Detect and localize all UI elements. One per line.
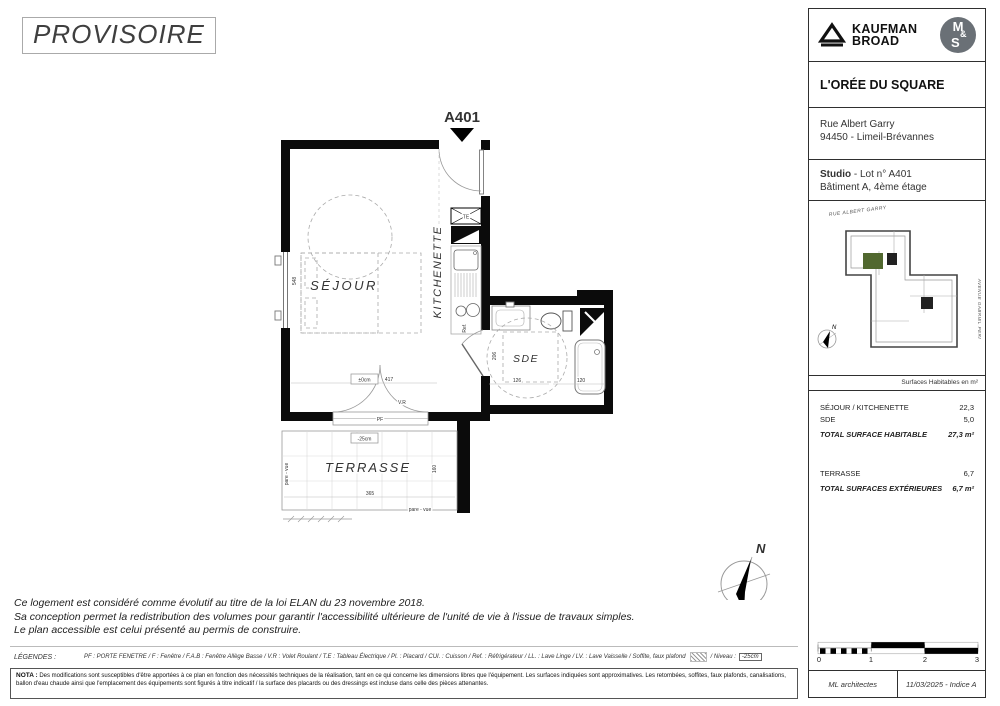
ms-badge-icon [940,17,976,53]
lot-number: - Lot n° A401 [851,169,912,180]
scale-tick-label: 2 [922,655,928,664]
toilet-icon [541,313,561,329]
title-block [808,8,988,698]
pare-vue-left-label: pare - vue [284,462,290,486]
pare-vue-bottom-label: pare - vue [408,507,432,513]
unit-label: A401 [444,109,480,126]
surface-row: SDE 5,0 [820,415,974,424]
address-line1: Rue Albert Garry [820,119,895,130]
surface-row: TERRASSE 6,7 [820,469,974,478]
porte-fenetre [333,365,428,425]
compass-rose-icon [718,541,770,600]
elan-line: Ce logement est considéré comme évolutif au titre de la loi ELAN du 23 novembre 2018. [14,597,425,609]
footer-architect: ML architectes [828,679,878,689]
legend-niveau-value: -25cm [739,653,762,661]
scale-tick-label: 3 [974,655,980,664]
legend-bar [10,646,798,667]
triangle-logo-icon [818,22,846,48]
dim-sejour-depth: 548 [292,276,298,286]
dim-sde-width: 126 [512,378,522,384]
dim-shower-width: 120 [576,378,586,384]
electrical-panel-label: TE [462,214,470,221]
dim-terrasse-depth: 160 [432,464,438,474]
room-label-kitchenette: KITCHENETTE [432,225,444,319]
dim-sejour-width: 417 [384,377,394,383]
surfaces-table [808,390,986,681]
project-address [808,107,986,160]
vr-label: V.R [398,400,406,406]
surfaces-header: Surfaces Habitables en m² [809,375,985,390]
room-label-sejour: SÉJOUR [310,278,378,293]
legend-niveau-label: / Niveau : [710,654,736,660]
lot-info [808,159,986,201]
shower-icon [575,340,605,394]
ms-amp: & [960,29,967,39]
street-label-right: AVENUE GABRIEL PERI [977,278,982,340]
brand-line1: KAUFMAN [852,22,918,36]
scale-tick-label: 0 [816,655,822,664]
mini-north-label: N [832,325,837,331]
site-map-drawing [809,201,987,376]
hatch-swatch-icon [690,652,707,662]
legend-items: PF : PORTE FENETRE / F : Fenêtre / F.A.B : Fenêtre Allège Basse / V.R : Volet Roulant / T.E : Tableau Électrique / Pl. : Placard / CUI. : Cuisson / Ref. : Réfrigérateur / LL. : Lave Linge / LV. : Lave Vaisselle / Soffite, faux plafond [84,654,686,660]
entrance-door [439,149,484,194]
kitchenette-units [451,208,481,334]
footer-date: 11/03/2025 - Indice A [897,671,986,697]
surface-row: SÉJOUR / KITCHENETTE 22,3 [820,403,974,412]
scale-bar [816,638,980,666]
window-left [275,252,288,328]
mini-compass-icon [818,325,837,348]
legend-title: LÉGENDES : [14,653,57,661]
level-terrasse: -25cm [357,436,372,443]
room-label-terrasse: TERRASSE [324,460,412,475]
surface-total-row: TOTAL SURFACE HABITABLE 27,3 m² [820,430,974,439]
north-label: N [756,541,766,556]
site-map-unit-highlight [863,253,883,269]
elan-line: Le plan accessible est celui présenté au permis de construire. [14,624,302,636]
lot-type: Studio [820,169,852,180]
entrance-arrow-icon [450,128,474,142]
site-map [808,200,986,391]
provisoire-stamp: PROVISOIRE [22,17,216,54]
project-title: L'ORÉE DU SQUARE [808,61,986,108]
pf-label: PF [376,417,384,423]
room-label-sde: SDE [512,353,540,365]
dim-sde-depth: 206 [492,351,498,361]
nota-text: Des modifications sont susceptibles d'être apportées à ce plan en fonction des nécessités techniques de la réalisation, tant en ce qui concerne les dimensions libres que l'équipement. Les surfaces indiquées sont approximatives. Les retombées, soffites, faux plafonds, canalisations, ballon d'eau chaude ainsi que l'emplacement des équipements sont figurés à titre indicatif / la surface des placards ou des dressings est incluse dans celle des pièces attenantes. [16,673,786,687]
site-map-building [846,231,957,347]
elan-note [14,597,794,638]
nota-note [10,668,798,699]
level-sejour: ±0cm [358,377,371,384]
kaufman-broad-logo [808,8,986,62]
fridge-label: Ref. [462,323,468,333]
title-block-footer [808,670,986,698]
address-line2: 94450 - Limeil-Brévannes [820,132,934,143]
dim-terrasse-width: 365 [365,491,375,497]
elan-line: Sa conception permet la redistribution des volumes pour garantir l'accessibilité ultérieure de l'unité de vie à l'issue de travaux simples. [14,610,635,623]
brand-line2: BROAD [852,34,900,48]
surface-ext-total-row: TOTAL SURFACES EXTÉRIEURES 6,7 m² [820,484,974,493]
ms-s: S [951,35,960,50]
lot-building: Bâtiment A, 4ème étage [820,182,927,193]
street-label-top: RUE ALBERT GARRY [828,204,887,218]
scale-tick-label: 1 [868,655,874,664]
sejour-furniture [301,195,421,333]
nota-title: NOTA : [16,672,38,679]
ms-m: M [952,19,964,34]
